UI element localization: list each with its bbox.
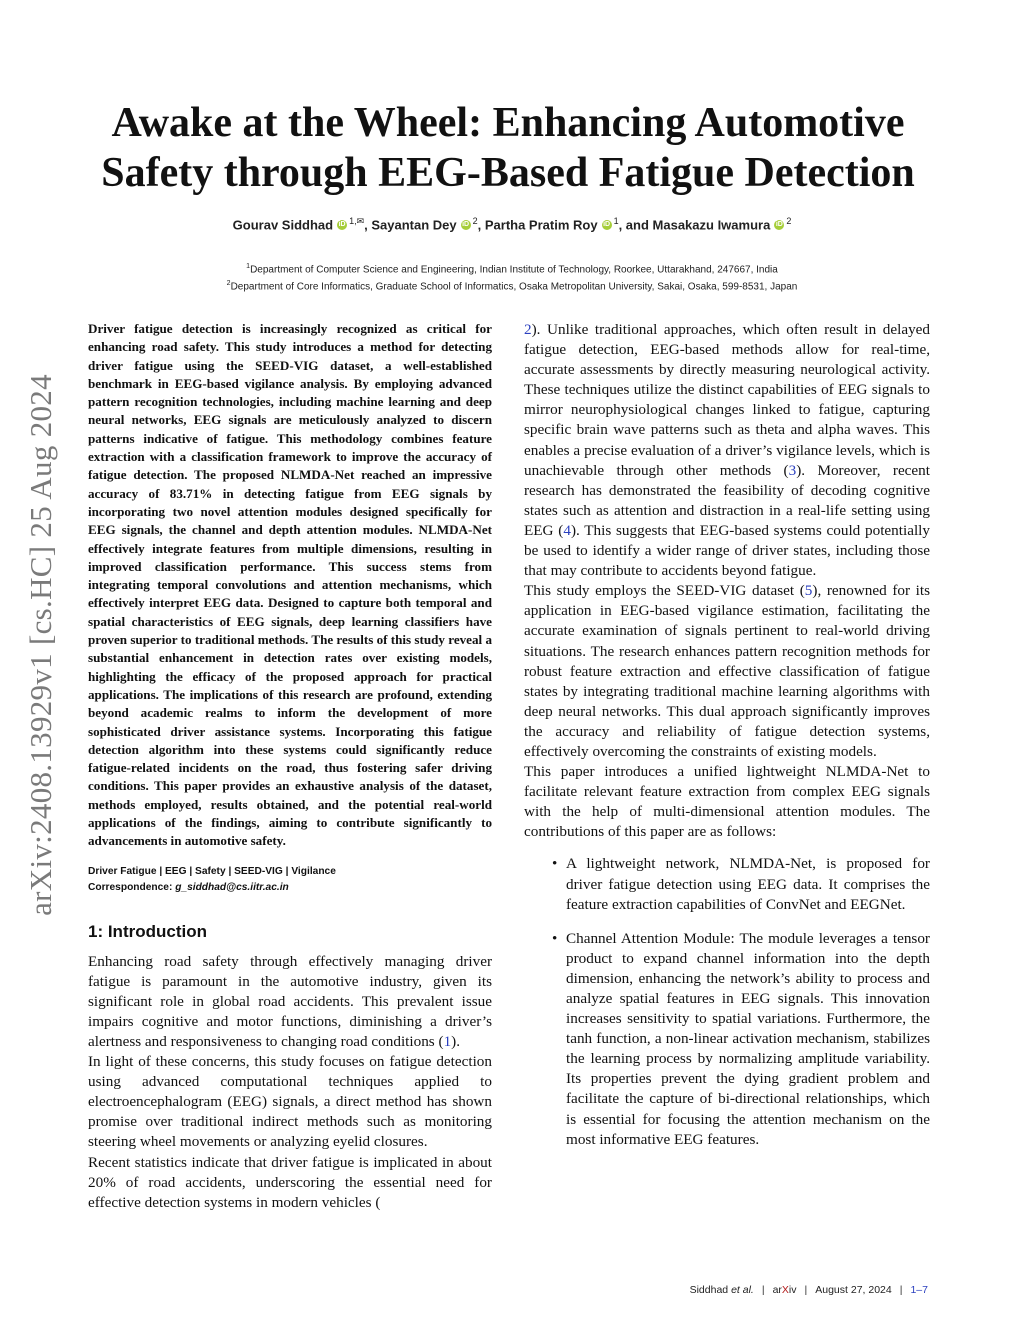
- footer-pages[interactable]: 1–7: [910, 1284, 928, 1296]
- title-line-1: Awake at the Wheel: Enhancing Automotive: [111, 100, 905, 146]
- author-mark: 1: [613, 216, 619, 226]
- section-heading-introduction: 1: Introduction: [88, 921, 207, 941]
- citation-link[interactable]: 2: [524, 321, 532, 338]
- intro-paragraph-1: Enhancing road safety through effectively managing driver fatigue is paramount in the automotive industry, given its significant role in global road accidents. This prevalent issue impairs cognitive and motor functions, diminishing a driver’s alertness and responsiveness to changing road conditions (1).: [88, 952, 492, 1050]
- list-item: • A lightweight network, NLMDA-Net, is proposed for driver fatigue detection using EEG data. It comprises the feature extraction capabilities of ConvNet and EEGNet.: [566, 854, 930, 914]
- author-mark: 2: [472, 216, 478, 226]
- author-name: Sayantan Dey: [371, 217, 457, 233]
- orcid-icon[interactable]: iD: [462, 220, 470, 228]
- page-footer: [560, 1284, 928, 1296]
- footer-etal: et al.: [731, 1284, 754, 1296]
- footer-author: Siddhad: [689, 1284, 729, 1296]
- author-list: [60, 216, 964, 232]
- orcid-icon[interactable]: iD: [338, 220, 346, 228]
- citation-link[interactable]: 5: [804, 582, 813, 600]
- intro-paragraph-3-start: Recent statistics indicate that driver fatigue is implicated in about 20% of road accidents, underscoring the essential need for effective detection systems in modern vehicles (: [88, 1153, 492, 1211]
- footer-journal: arXiv: [772, 1284, 797, 1296]
- citation-link[interactable]: 1: [443, 1032, 452, 1050]
- citation-link[interactable]: 4: [563, 521, 571, 539]
- author-name: Gourav Siddhad: [232, 217, 334, 233]
- affiliation-1: $^1$Department of Computer Science and Engineering, Indian Institute of Technology, Roorkee, Uttarakhand, 247667, India: [246, 263, 778, 276]
- author-mark: 2: [786, 216, 792, 226]
- intro-paragraph-5: This paper introduces a unified lightweight NLMDA-Net to facilitate relevant feature extraction from complex EEG signals with the help of multi-dimensional attention modules. The contributions of this paper are as follows:: [524, 763, 930, 841]
- keywords: Driver Fatigue | EEG | Safety | SEED-VIG | Vigilance: [88, 865, 336, 877]
- left-column: [88, 320, 492, 1213]
- right-column: [524, 320, 930, 1164]
- author-separator: , and: [618, 217, 653, 233]
- author-mark: 1,✉: [349, 216, 365, 226]
- author-separator: ,: [364, 217, 372, 233]
- paper-title: [80, 98, 936, 198]
- correspondence-email[interactable]: g_siddhad@cs.iitr.ac.in: [175, 881, 289, 893]
- footer-separator: |: [804, 1284, 808, 1296]
- author-name: Masakazu Iwamura: [652, 217, 771, 233]
- arxiv-side-identifier: [6, 345, 76, 945]
- correspondence: [88, 880, 492, 896]
- affiliations: [60, 260, 964, 295]
- citation-link[interactable]: 3: [788, 461, 797, 479]
- arxiv-id-text: arXiv:2408.13929v1 [cs.HC] 25 Aug 2024: [23, 374, 58, 916]
- contributions-list: [524, 854, 930, 1149]
- footer-separator: |: [899, 1284, 903, 1296]
- title-line-2: Safety through EEG-Based Fatigue Detection: [101, 150, 915, 196]
- author-name: Partha Pratim Roy: [484, 217, 598, 233]
- correspondence-label: Correspondence:: [88, 881, 173, 893]
- orcid-icon[interactable]: iD: [775, 220, 783, 228]
- intro-paragraph-4: This study employs the SEED-VIG dataset (5), renowned for its application in EEG-based vigilance estimation, facilitating the accurate examination of signals pertinent to real-world driving situations. The research enhances pattern recognition methods for robust feature extraction and effective classification of fatigue states by integrating traditional machine learning algorithms with deep neural networks. This dual approach significantly improves the accuracy and reliability of fatigue detection systems, effectively overcoming the constraints of existing models.: [524, 582, 930, 760]
- abstract: Driver fatigue detection is increasingly recognized as critical for enhancing road safety. This study introduces a method for detecting driver fatigue using the SEED-VIG dataset, a well-established benchmark in EEG-based vigilance analysis. By employing advanced pattern recognition technologies, including machine learning and deep neural networks, EEG signals are meticulously analyzed to discern patterns indicative of fatigue. This methodology combines feature extraction with a classification framework to improve the accuracy of fatigue detection. The proposed NLMDA-Net reached an impressive accuracy of 83.71% in detecting fatigue from EEG signals by incorporating two novel attention modules designed specifically for EEG signals, the channel and depth attention modules. NLMDA-Net effectively integrate features from multiple dimensions, resulting in improved classification performance. This success stems from integrating temporal convolutions and attention mechanisms, which effectively interpret EEG data. Designed to capture both temporal and spatial characteristics of EEG signals, deep learning classifiers have proven superior to traditional methods. The results of this study reveal a substantial enhancement in detection rates over existing models, highlighting the efficacy of the proposed approach for practical applications. The implications of this research are profound, extending beyond academic realms to inform the development of more sophisticated driver assistance systems. Incorporating this fatigue detection algorithm into these systems could significantly reduce fatigue-related incidents on the road, thus fostering safer driving conditions. This paper provides an exhaustive analysis of the dataset, methods employed, results obtained, and the potential real-world applications of the findings, aiming to contribute significantly to advancements in automotive safety.: [88, 321, 492, 849]
- intro-paragraph-3-continued: 2). Unlike traditional approaches, which often result in delayed fatigue detection, EEG-based methods allow for real-time, accurate assessments by directly measuring neurological activity. These techniques utilize the distinct capabilities of EEG signals to mirror neurophysiological changes linked to fatigue, capturing specific brain wave patterns such as theta and alpha waves. This enables a precise evaluation of a driver’s vigilance levels, which is unachievable through other methods (3). Moreover, recent research has demonstrated the feasibility of decoding cognitive states such as attention and distraction in a real-life setting using EEG (4). This suggests that EEG-based systems could potentially be used to identify a wider range of driver states, including those that may contribute to accidents beyond fatigue.: [524, 321, 930, 580]
- intro-paragraph-2: In light of these concerns, this study focuses on fatigue detection using advanced computational techniques applied to electroencephalogram (EEG) signals, a direct method has shown promise over traditional indirect methods such as monitoring steering wheel movements or analyzing eyelid closures.: [88, 1053, 492, 1151]
- affiliation-2: $^2$Department of Core Informatics, Graduate School of Informatics, Osaka Metropolitan University, Sakai, Osaka, 599-8531, Japan: [226, 280, 798, 293]
- footer-separator: |: [761, 1284, 765, 1296]
- footer-date: August 27, 2024: [815, 1284, 892, 1296]
- list-item: • Channel Attention Module: The module leverages a tensor product to expand channel information into the depth dimension, enhancing the network’s ability to process and analyze spatial features in EEG signals. This innovation increases sensitivity to spatial variations. Furthermore, the tanh function, a non-linear activation mechanism, stabilizes the learning process by normalizing amplitude variability. Its properties prevent the dying gradient problem and facilitate the capture of bi-directional relationships, which is essential for focusing the attention mechanism on the most informative EEG features.: [566, 929, 930, 1150]
- author-separator: ,: [477, 217, 485, 233]
- orcid-icon[interactable]: iD: [603, 220, 611, 228]
